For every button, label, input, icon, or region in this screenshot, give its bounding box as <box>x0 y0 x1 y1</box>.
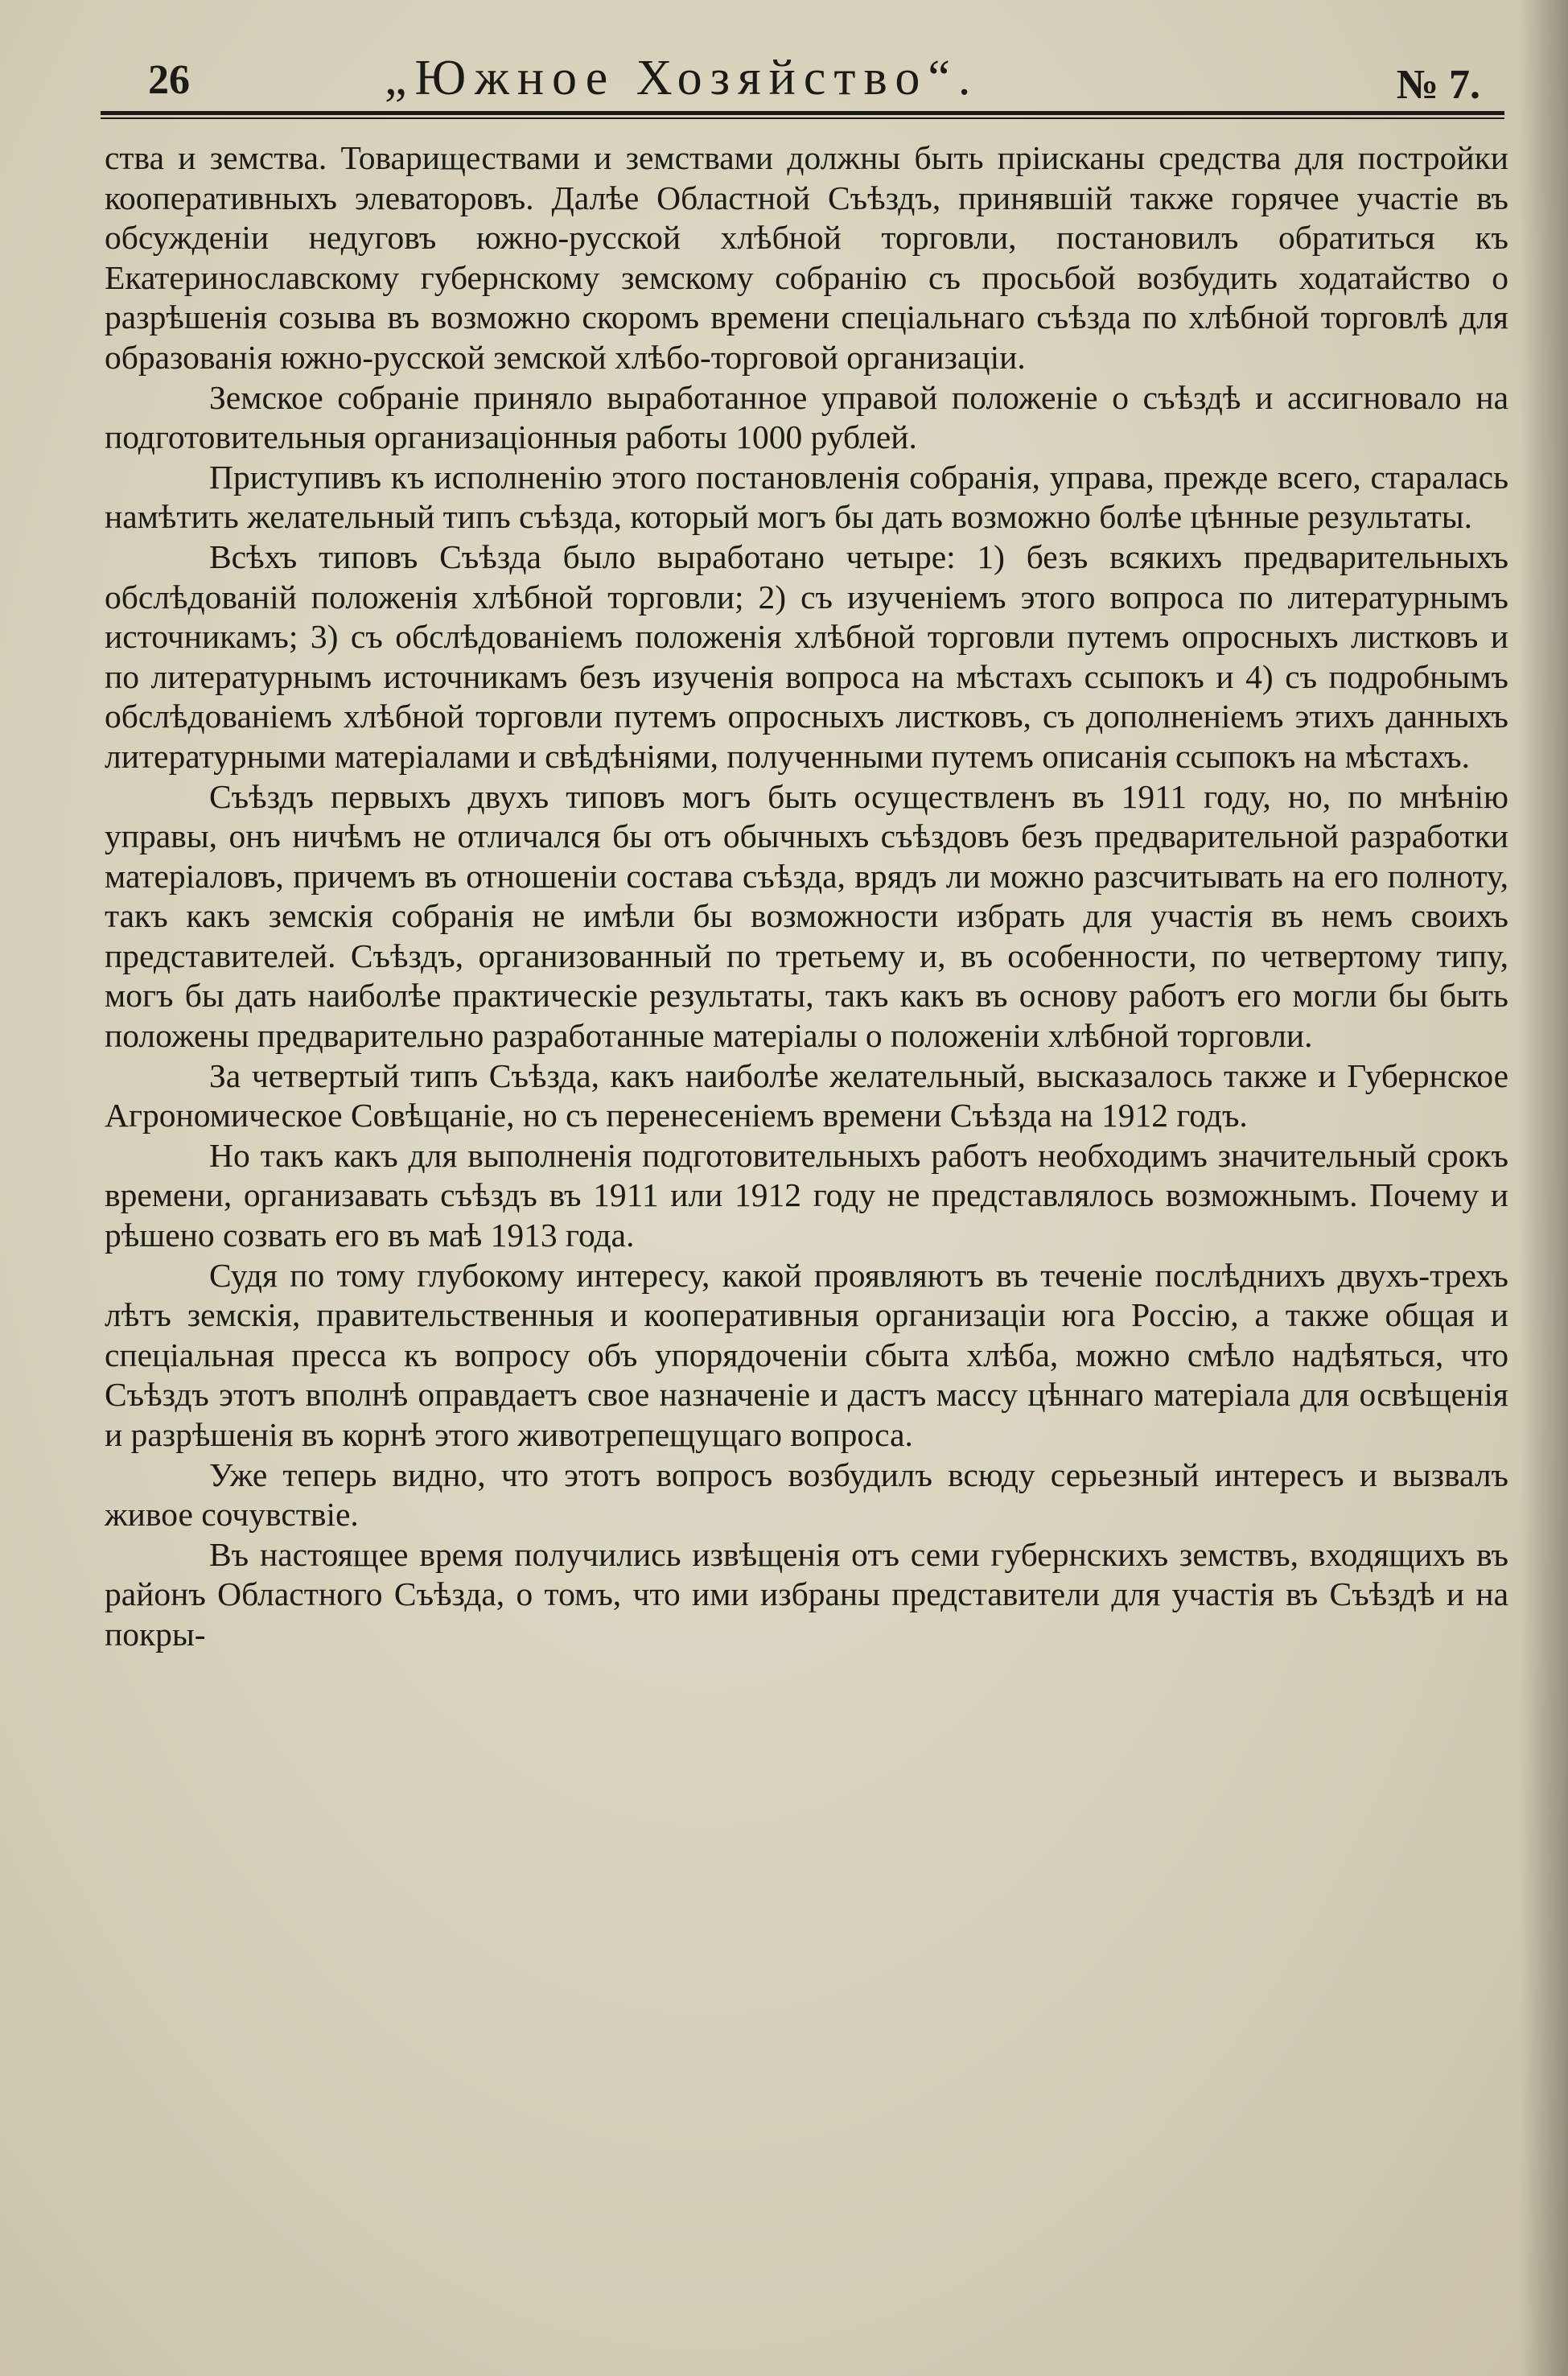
paragraph: За четвертый типъ Съѣзда, какъ наиболѣе желательный, высказалось также и Губернское Агрономическое Совѣщанiе, но съ перенесенiемъ времени Съѣзда на 1912 годъ. <box>105 1056 1508 1134</box>
paragraph: Всѣхъ типовъ Съѣзда было выработано четыре: 1) безъ всякихъ предварительныхъ обслѣдованiй положенiя хлѣбной торговли; 2) съ изученiемъ этого вопроса по литературнымъ источникамъ; 3) съ обслѣдованiемъ положенiя хлѣбной торговли путемъ опросныхъ листковъ и по литературнымъ источникамъ безъ изученiя вопроса на мѣстахъ ссыпокъ и 4) съ подробнымъ обслѣдованiемъ хлѣбной торговли путемъ опросныхъ листковъ, съ дополненiемъ этихъ данныхъ литературными матерiалами и свѣдѣнiями, полученными путемъ описанiя ссыпокъ на мѣстахъ. <box>105 537 1508 775</box>
issue-number: № 7. <box>1396 62 1480 108</box>
paragraph: Но такъ какъ для выполненiя подготовительныхъ работъ необходимъ значительный срокъ времени, организавать съѣздъ въ 1911 или 1912 году не представлялось возможнымъ. Почему и рѣшено созвать его въ маѣ 1913 года. <box>105 1136 1508 1254</box>
header-rule <box>101 111 1504 115</box>
paragraph: Приступивъ къ исполненiю этого постановленiя собранiя, управа, прежде всего, старалась намѣтить желательный типъ съѣзда, который могъ бы дать возможно болѣе цѣнные результаты. <box>105 458 1508 536</box>
journal-title: „Южное Хозяйство“. <box>385 51 979 105</box>
paragraph: Судя по тому глубокому интересу, какой проявляютъ въ теченiе послѣднихъ двухъ-трехъ лѣтъ земскiя, правительственныя и кооперативныя организацiи юга Россiю, а также общая и спецiальная пресса къ вопросу объ упорядоченiи сбыта хлѣба, можно смѣло надѣяться, что Съѣздъ этотъ вполнѣ оправдаетъ свое назначенiе и дастъ массу цѣннаго матерiала для освѣщенiя и разрѣшенiя въ корнѣ этого животрепещущаго вопроса. <box>105 1256 1508 1453</box>
paragraph: Въ настоящее время получились извѣщенiя отъ семи губернскихъ земствъ, входящихъ въ районъ Областного Съѣзда, о томъ, что ими избраны представители для участiя въ Съѣздѣ и на покры- <box>105 1535 1508 1653</box>
page-number: 26 <box>148 57 190 103</box>
page-edge-shadow <box>1520 0 1568 2376</box>
paragraph: Съѣздъ первыхъ двухъ типовъ могъ быть осуществленъ въ 1911 году, но, по мнѣнiю управы, онъ ничѣмъ не отличался бы отъ обычныхъ съѣздовъ безъ предварительной разработки матерiаловъ, причемъ въ отношенiи состава съѣзда, врядъ ли можно разсчитывать на его полноту, такъ какъ земскiя собранiя не имѣли бы возможности избрать для участiя въ немъ своихъ представителей. Съѣздъ, организованный по третьему и, въ особенности, по четвертому типу, могъ бы дать наиболѣе практическiе результаты, такъ какъ въ основу работъ его могли бы быть положены предварительно разработанные матерiалы о положенiи хлѣбной торговли. <box>105 777 1508 1055</box>
header-rule-thin <box>101 117 1504 119</box>
paragraph: Земское собранiе приняло выработанное управой положенiе о съѣздѣ и ассигновало на подготовительныя организацiонныя работы 1000 рублей. <box>105 378 1508 456</box>
paragraph: ства и земства. Товариществами и земствами должны быть прiисканы средства для постройки кооперативныхъ элеваторовъ. Далѣе Областной Съѣздъ, принявшiй также горячее участiе въ обсужденiи недуговъ южно-русской хлѣбной торговли, постановилъ обратиться къ Екатеринославскому губернскому земскому собранiю съ просьбой возбудить ходатайство о разрѣшенiя созыва въ возможно скоромъ времени спецiальнаго съѣзда по хлѣбной торговлѣ для образованiя южно-русской земской хлѣбо-торговой организацiи. <box>105 139 1508 376</box>
paragraph: Уже теперь видно, что этотъ вопросъ возбудилъ всюду серьезный интересъ и вызвалъ живое сочувствiе. <box>105 1456 1508 1534</box>
page-header <box>97 50 1480 114</box>
article-body <box>105 138 1508 1655</box>
